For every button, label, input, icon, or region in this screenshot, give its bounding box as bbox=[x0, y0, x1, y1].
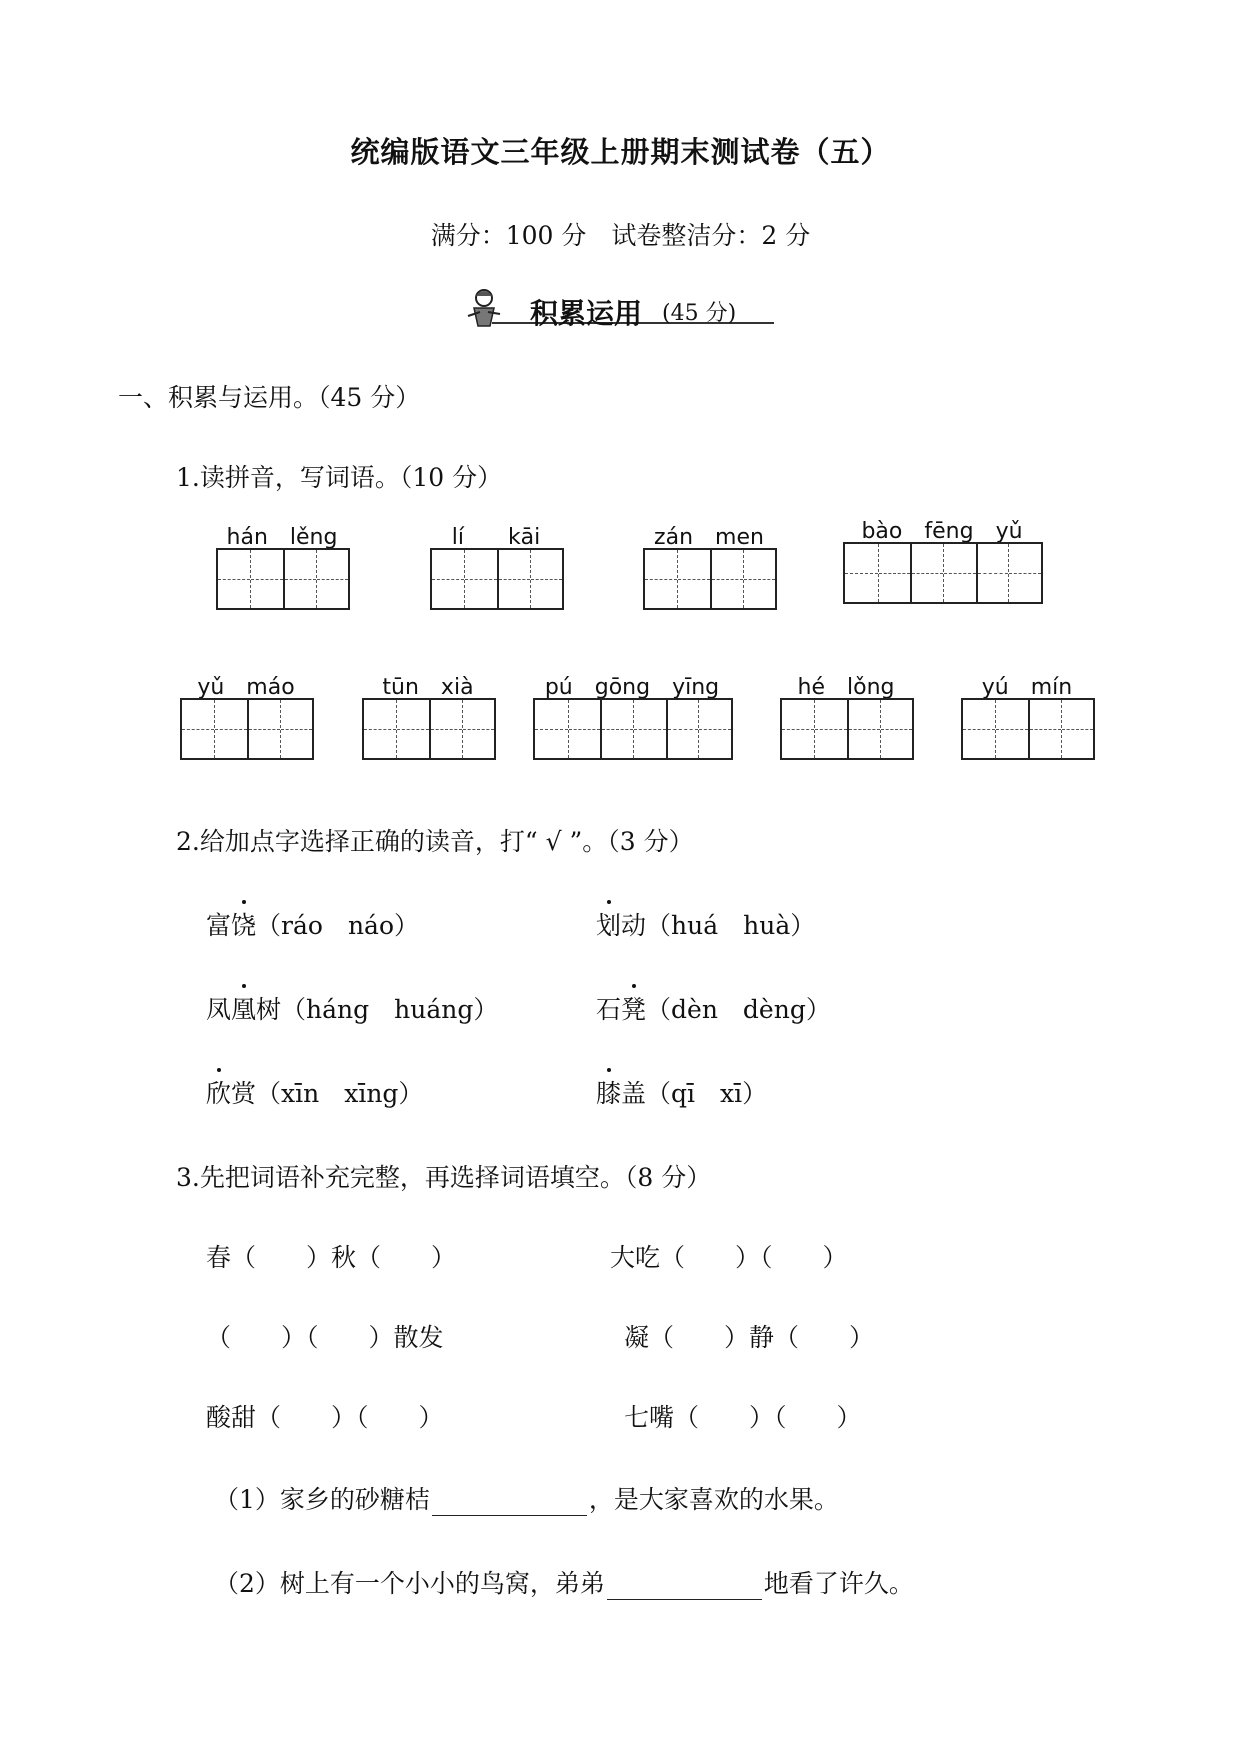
dotted-char: 凳 bbox=[621, 990, 646, 1026]
word-char: 盖 bbox=[621, 1079, 647, 1108]
answer-blank[interactable] bbox=[432, 1489, 587, 1516]
grid-cell bbox=[283, 550, 316, 608]
grid-cell bbox=[963, 700, 995, 758]
grid-cell bbox=[568, 700, 601, 758]
grid-cell bbox=[364, 700, 396, 758]
grid-cell bbox=[280, 700, 313, 758]
grid-cell bbox=[995, 700, 1028, 758]
grid-cell bbox=[782, 700, 814, 758]
pinyin-options[interactable]: （dèn dèng） bbox=[646, 995, 831, 1024]
grid-cell bbox=[396, 700, 429, 758]
answer-blank[interactable] bbox=[607, 1573, 762, 1600]
pronunciation-item bbox=[596, 906, 815, 942]
grid-cell bbox=[814, 700, 847, 758]
writing-grid[interactable] bbox=[780, 698, 914, 760]
pinyin-label: hé lǒng bbox=[797, 675, 895, 700]
grid-cell bbox=[1061, 700, 1094, 758]
grid-cell bbox=[666, 700, 699, 758]
writing-grid[interactable] bbox=[430, 548, 564, 610]
grid-cell bbox=[214, 700, 247, 758]
writing-grid[interactable] bbox=[643, 548, 777, 610]
section-banner bbox=[462, 286, 774, 336]
grid-cell bbox=[250, 550, 283, 608]
word-char: 赏 bbox=[231, 1079, 257, 1108]
writing-grid[interactable] bbox=[180, 698, 314, 760]
grid-cell bbox=[633, 700, 666, 758]
grid-cell bbox=[710, 550, 743, 608]
word-char: 树 bbox=[256, 995, 282, 1024]
pinyin-label: bào fēng yǔ bbox=[861, 519, 1023, 544]
pinyin-label: hán lěng bbox=[226, 525, 338, 550]
writing-grid[interactable] bbox=[216, 548, 350, 610]
grid-cell bbox=[497, 550, 530, 608]
banner-label: 积累运用 bbox=[530, 297, 643, 330]
pronunciation-item bbox=[206, 1074, 423, 1110]
grid-cell bbox=[247, 700, 280, 758]
sentence-start: （2）树上有一个小小的鸟窝，弟弟 bbox=[214, 1569, 605, 1598]
pinyin-label: lí kāi bbox=[451, 525, 541, 550]
word-char: 凤 bbox=[206, 995, 232, 1024]
grid-cell bbox=[743, 550, 776, 608]
pinyin-label: yǔ máo bbox=[197, 675, 295, 700]
dotted-char: 欣 bbox=[206, 1074, 231, 1110]
grid-cell bbox=[878, 544, 911, 602]
grid-cell bbox=[910, 544, 943, 602]
score-info: 满分：100 分 试卷整洁分：2 分 bbox=[430, 221, 811, 250]
word-char: 富 bbox=[206, 911, 232, 940]
idiom-fill-item[interactable]: 七嘴（ ）（ ） bbox=[624, 1403, 862, 1432]
pronunciation-item bbox=[206, 990, 498, 1026]
sentence-end: ，是大家喜欢的水果。 bbox=[588, 1485, 839, 1514]
sentence-end: 地看了许久。 bbox=[763, 1569, 914, 1598]
word-char: 石 bbox=[596, 995, 622, 1024]
sentence-start: （1）家乡的砂糖桔 bbox=[214, 1485, 430, 1514]
grid-cell bbox=[845, 544, 878, 602]
grid-cell bbox=[943, 544, 976, 602]
grid-cell bbox=[429, 700, 462, 758]
pinyin-options[interactable]: （qī xī） bbox=[646, 1079, 768, 1108]
pencil-girl-icon bbox=[466, 286, 502, 332]
idiom-fill-item[interactable]: 春（ ）秋（ ） bbox=[206, 1243, 457, 1272]
grid-cell bbox=[847, 700, 880, 758]
pinyin-label: yú mín bbox=[981, 675, 1073, 700]
dotted-char: 膝 bbox=[596, 1074, 621, 1110]
pronunciation-item bbox=[596, 990, 831, 1026]
dotted-char: 饶 bbox=[231, 906, 256, 942]
banner-score: (45 分) bbox=[662, 301, 737, 326]
question-2-heading: 2.给加点字选择正确的读音，打“ √ ”。（3 分） bbox=[176, 827, 694, 856]
grid-cell bbox=[645, 550, 677, 608]
pinyin-label: zán men bbox=[654, 525, 764, 550]
pronunciation-item bbox=[206, 906, 419, 942]
pronunciation-item bbox=[596, 1074, 767, 1110]
writing-grid[interactable] bbox=[961, 698, 1095, 760]
grid-cell bbox=[530, 550, 563, 608]
grid-cell bbox=[182, 700, 214, 758]
grid-cell bbox=[218, 550, 250, 608]
grid-cell bbox=[432, 550, 464, 608]
pinyin-label: pú gōng yīng bbox=[544, 675, 720, 700]
grid-cell bbox=[462, 700, 495, 758]
writing-grid[interactable] bbox=[362, 698, 496, 760]
grid-cell bbox=[1008, 544, 1041, 602]
grid-cell bbox=[698, 700, 731, 758]
question-3-heading: 3.先把词语补充完整，再选择词语填空。（8 分） bbox=[176, 1163, 712, 1192]
word-char: 动 bbox=[621, 911, 647, 940]
idiom-fill-item[interactable]: （ ）（ ）散发 bbox=[206, 1323, 444, 1352]
fill-sentence bbox=[214, 1480, 839, 1516]
writing-grid[interactable] bbox=[533, 698, 733, 760]
grid-cell bbox=[976, 544, 1009, 602]
section-heading: 一、积累与运用。（45 分） bbox=[118, 383, 421, 412]
idiom-fill-item[interactable]: 大吃（ ）（ ） bbox=[610, 1243, 848, 1272]
idiom-fill-item[interactable]: 酸甜（ ）（ ） bbox=[206, 1403, 444, 1432]
dotted-char: 划 bbox=[596, 906, 621, 942]
pinyin-options[interactable]: （ráo náo） bbox=[256, 911, 419, 940]
pinyin-options[interactable]: （xīn xīng） bbox=[256, 1079, 424, 1108]
grid-cell bbox=[600, 700, 633, 758]
question-1-heading: 1.读拼音，写词语。（10 分） bbox=[176, 463, 503, 492]
grid-cell bbox=[1028, 700, 1061, 758]
fill-sentence bbox=[214, 1564, 914, 1600]
writing-grid[interactable] bbox=[843, 542, 1043, 604]
pinyin-options[interactable]: （háng huáng） bbox=[281, 995, 499, 1024]
grid-cell bbox=[535, 700, 568, 758]
grid-cell bbox=[677, 550, 710, 608]
pinyin-label: tūn xià bbox=[382, 675, 474, 700]
idiom-fill-item[interactable]: 凝（ ）静（ ） bbox=[624, 1323, 875, 1352]
grid-cell bbox=[316, 550, 349, 608]
page-title: 统编版语文三年级上册期末测试卷（五） bbox=[350, 135, 891, 169]
grid-cell bbox=[464, 550, 497, 608]
grid-cell bbox=[880, 700, 913, 758]
pinyin-options[interactable]: （huá huà） bbox=[646, 911, 816, 940]
dotted-char: 凰 bbox=[231, 990, 256, 1026]
